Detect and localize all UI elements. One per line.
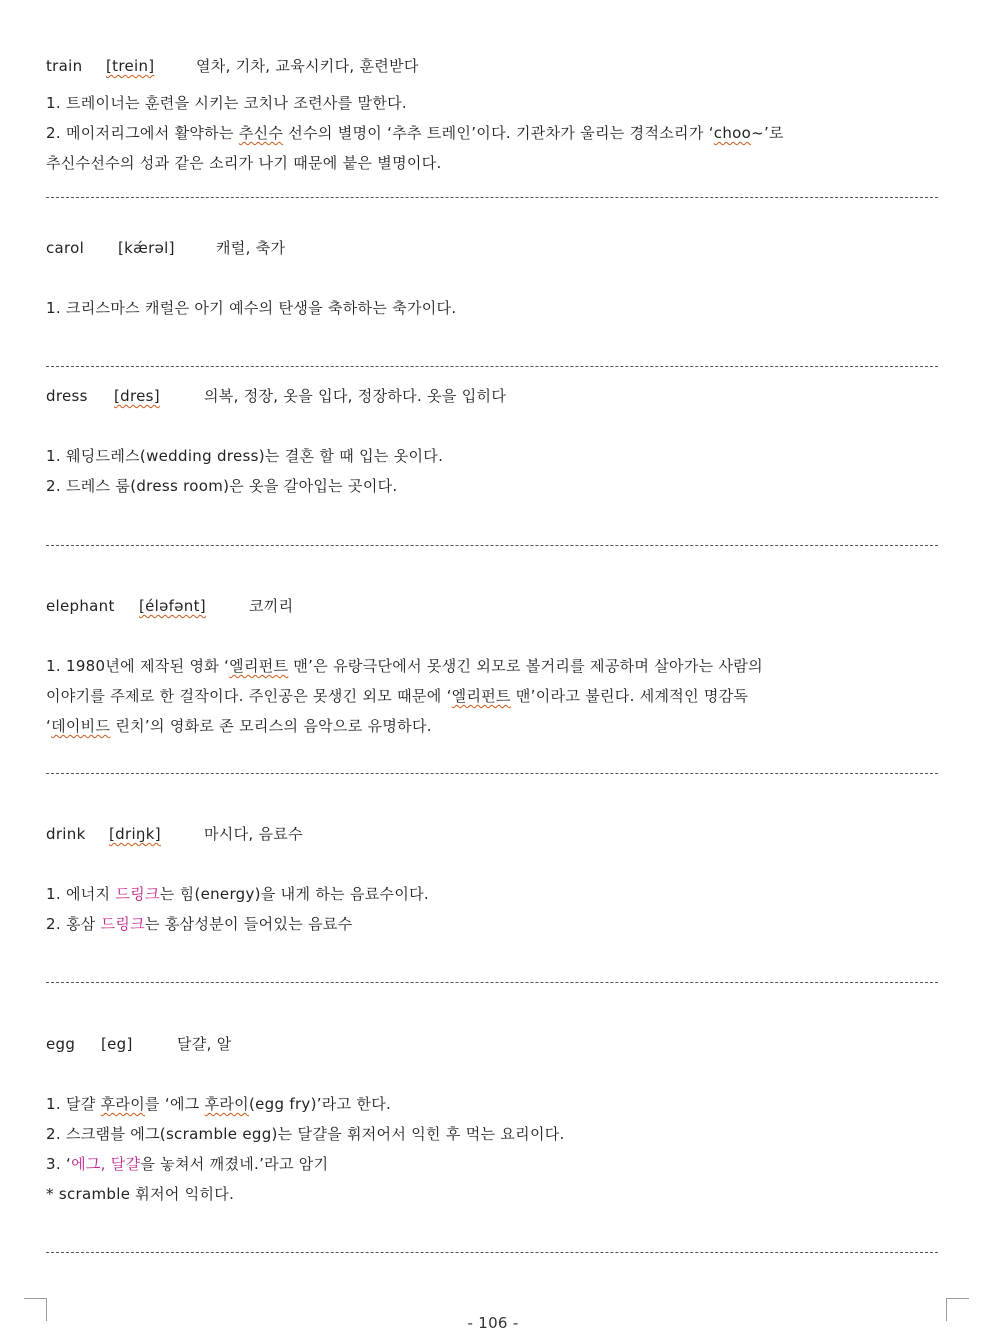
text-run-spellcheck: 후라이: [100, 1095, 146, 1113]
example-line: [46, 1184, 234, 1204]
text-run: 는 힘(energy)을 내게 하는 음료수이다.: [159, 885, 429, 903]
text-run: 린치’의 영화로 존 모리스의 음악으로 유명하다.: [110, 717, 432, 735]
dashed-separator: [46, 366, 938, 367]
example-line: [46, 716, 432, 736]
dashed-separator: [46, 982, 938, 983]
text-run-spellcheck: 엘리펀트: [451, 687, 511, 705]
text-run: 1. 에너지: [46, 885, 116, 903]
meaning: 열차, 기차, 교육시키다, 훈련받다: [196, 57, 419, 75]
text-run-spellcheck: 후라이: [204, 1095, 249, 1113]
meaning: 의복, 정장, 옷을 입다, 정장하다. 옷을 입히다: [204, 387, 507, 405]
text-run: 는 홍삼성분이 들어있는 음료수: [145, 915, 353, 933]
text-run-spellcheck: 엘리펀트: [229, 657, 289, 675]
pronunciation: [kǽrəl]: [118, 239, 175, 257]
text-run: * scramble 휘저어 익히다.: [46, 1185, 235, 1203]
text-run: 2. 스크램블 에그(scramble egg)는 달걀을 휘저어서 익힌 후 먹는 요리이다.: [46, 1125, 565, 1143]
text-run: 1. 크리스마스 캐럴은 아기 예수의 탄생을 축하하는 축가이다.: [46, 299, 457, 317]
entry-header: [46, 596, 294, 616]
entry-header: [46, 824, 303, 844]
text-run: 2. 메이저리그에서 활약하는: [46, 124, 239, 142]
text-run: 이야기를 주제로 한 걸작이다. 주인공은 못생긴 외모 때문에 ‘: [46, 687, 452, 705]
example-line: [46, 884, 429, 904]
headword: elephant: [46, 597, 115, 615]
meaning: 코끼리: [249, 597, 294, 615]
text-run-spellcheck: 데이비드: [51, 717, 111, 735]
text-run: 맨’은 유랑극단에서 못생긴 외모로 볼거리를 제공하며 살아가는 사람의: [288, 657, 763, 675]
example-line: [46, 1124, 565, 1144]
pronunciation: [dres]: [114, 387, 160, 405]
example-line: [46, 1154, 328, 1174]
text-run: 맨’이라고 불린다. 세계적인 명감독: [510, 687, 749, 705]
text-run: ‘: [46, 717, 52, 735]
headword: carol: [46, 239, 85, 257]
example-line: [46, 93, 407, 113]
highlighted-text: 드링크: [115, 885, 160, 903]
highlighted-text: 에그, 달걀: [71, 1155, 141, 1173]
dashed-separator: [46, 773, 938, 774]
text-run: ~’로: [751, 124, 784, 142]
text-run: 1. 달걀: [46, 1095, 101, 1113]
highlighted-text: 드링크: [100, 915, 146, 933]
pronunciation: [trein]: [106, 57, 155, 75]
entry-header: [46, 56, 419, 76]
example-line: [46, 153, 442, 173]
text-run: 3. ‘: [46, 1155, 72, 1173]
example-line: [46, 1094, 391, 1114]
example-line: [46, 914, 353, 934]
text-run: 1. 트레이너는 훈련을 시키는 코치나 조련사를 말한다.: [46, 94, 407, 112]
pronunciation: [eg]: [101, 1035, 133, 1053]
text-run: 1. 1980년에 제작된 영화 ‘: [46, 657, 230, 675]
entry-header: [46, 386, 507, 406]
example-line: [46, 298, 456, 318]
headword: egg: [46, 1035, 76, 1053]
text-run: 2. 드레스 룸(dress room)은 옷을 갈아입는 곳이다.: [46, 477, 398, 495]
text-run: 을 놓쳐서 깨졌네.’라고 암기: [140, 1155, 329, 1173]
dashed-separator: [46, 545, 938, 546]
headword: train: [46, 57, 83, 75]
headword: dress: [46, 387, 88, 405]
text-run: 2. 홍삼: [46, 915, 101, 933]
example-line: [46, 476, 397, 496]
text-run: (egg fry)’라고 한다.: [248, 1095, 392, 1113]
example-line: [46, 446, 443, 466]
pronunciation: [éləfənt]: [139, 597, 206, 615]
meaning: 마시다, 음료수: [204, 825, 303, 843]
text-run-spellcheck: choo: [713, 124, 752, 142]
dashed-separator: [46, 197, 938, 198]
example-line: [46, 656, 763, 676]
dashed-separator: [46, 1252, 938, 1253]
page-number: - 106 -: [467, 1314, 519, 1332]
entry-header: [46, 238, 286, 258]
meaning: 달걀, 알: [177, 1035, 232, 1053]
text-run: 선수의 별명이 ‘추추 트레인’이다. 기관차가 울리는 경적소리가 ‘: [283, 124, 714, 142]
entry-header: [46, 1034, 232, 1054]
text-run: 추신수선수의 성과 같은 소리가 나기 때문에 붙은 별명이다.: [46, 154, 442, 172]
pronunciation: [driŋk]: [109, 825, 161, 843]
text-run: 를 ‘에그: [145, 1095, 205, 1113]
headword: drink: [46, 825, 86, 843]
meaning: 캐럴, 축가: [216, 239, 286, 257]
text-run-spellcheck: 추신수: [238, 124, 284, 142]
example-line: [46, 686, 748, 706]
text-run: 1. 웨딩드레스(wedding dress)는 결혼 할 때 입는 옷이다.: [46, 447, 444, 465]
example-line: [46, 123, 784, 143]
